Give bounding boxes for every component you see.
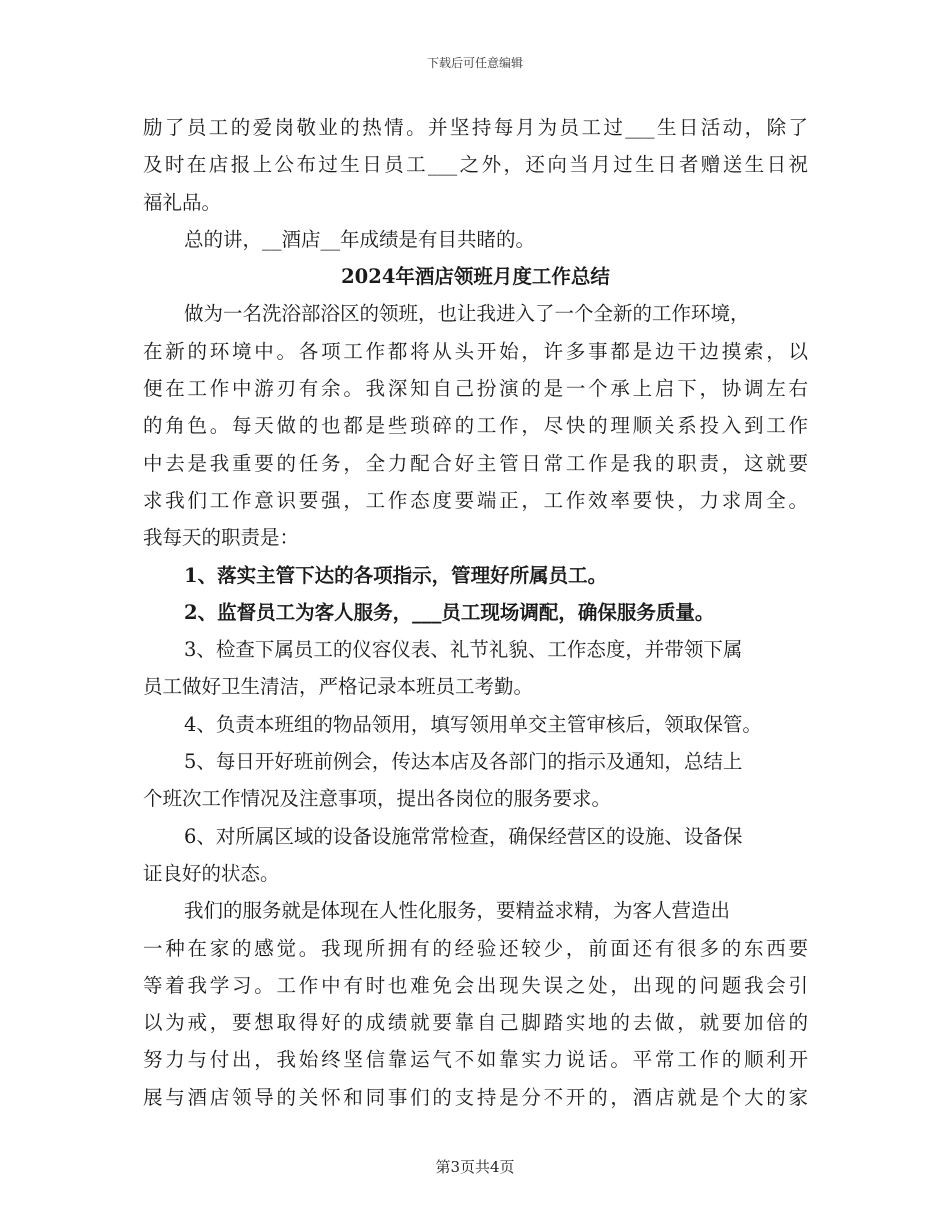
duty-item-1: 1、落实主管下达的各项指示，管理好所属员工。 — [184, 563, 608, 587]
body-line: 努力与付出，我始终坚信靠运气不如靠实力说话。平常工作的顺利开 — [143, 1048, 808, 1072]
body-line: 在新的环境中。各项工作都将从头开始，许多事都是边干边摸索，以 — [143, 339, 808, 363]
duty-item-6: 6、对所属区域的设备设施常常检查，确保经营区的设施、设备保 — [184, 824, 743, 848]
body-line: 做为一名洗浴部浴区的领班，也让我进入了一个全新的工作环境， — [184, 302, 750, 326]
body-line: 我们的服务就是体现在人性化服务，要精益求精，为客人营造出 — [184, 899, 731, 923]
header-note: 下载后可任意编辑 — [426, 56, 523, 70]
body-line: 以为戒，要想取得好的成绩就要靠自己脚踏实地的去做，就要加倍的 — [143, 1011, 808, 1035]
body-line: 证良好的状态。 — [143, 861, 280, 885]
body-line: 个班次工作情况及注意事项，提出各岗位的服务要求。 — [143, 787, 612, 811]
body-line: 总的讲，__酒店__年成绩是有目共睹的。 — [184, 227, 536, 251]
duty-item-5: 5、每日开好班前例会，传达本店及各部门的指示及通知，总结上 — [184, 750, 743, 774]
body-line: 及时在店报上公布过生日员工___之外，还向当月过生日者赠送生日祝 — [143, 153, 808, 177]
body-line: 的角色。每天做的也都是些琐碎的工作，尽快的理顺关系投入到工作 — [143, 414, 808, 438]
duty-item-3: 3、检查下属员工的仪容仪表、礼节礼貌、工作态度，并带领下属 — [184, 638, 743, 662]
body-line: 中去是我重要的任务，全力配合好主管日常工作是我的职责，这就要 — [143, 451, 808, 475]
duty-item-4: 4、负责本班组的物品领用，填写领用单交主管审核后，领取保管。 — [184, 712, 762, 736]
body-line: 求我们工作意识要强，工作态度要端正，工作效率要快，力求周全。 — [143, 488, 808, 512]
body-line: 我每天的职责是： — [143, 526, 300, 550]
page-footer: 第3页共4页 — [435, 1158, 515, 1176]
body-line: 等着我学习。工作中有时也难免会出现失误之处，出现的问题我会引 — [143, 973, 808, 997]
body-line: 福礼品。 — [143, 190, 222, 214]
section-title: 2024年酒店领班月度工作总结 — [341, 265, 610, 289]
document-body — [143, 109, 808, 1116]
body-line: 员工做好卫生清洁，严格记录本班员工考勤。 — [143, 675, 534, 699]
body-line: 便在工作中游刃有余。我深知自己扮演的是一个承上启下，协调左右 — [143, 377, 808, 401]
body-line: 展与酒店领导的关怀和同事们的支持是分不开的，酒店就是个大的家 — [143, 1085, 808, 1109]
body-line: 一种在家的感觉。我现所拥有的经验还较少，前面还有很多的东西要 — [143, 936, 808, 960]
body-line: 励了员工的爱岗敬业的热情。并坚持每月为员工过___生日活动，除了 — [143, 116, 808, 139]
duty-item-2: 2、监督员工为客人服务，___员工现场调配，确保服务质量。 — [184, 600, 715, 624]
